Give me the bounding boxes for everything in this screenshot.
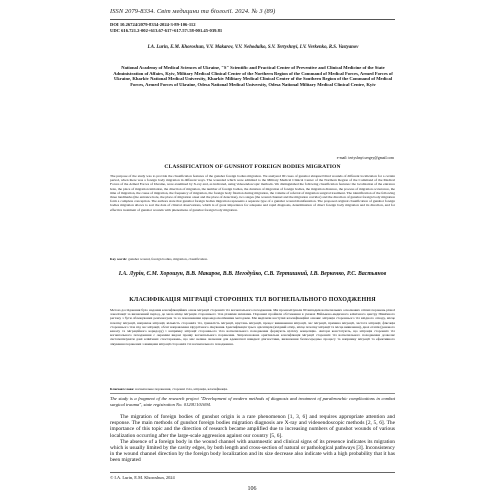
- abstract-ua: Метою дослідження було надання класифікаційних ознак міграції сторонніх тіл вогнепального походження. Ми проаналізували 90 випадків вогнепальних осколкових сліпих поранень різної локалізації за визначений період, де мала місце міграція стороннього тіла різними шляхами. Поранені пройшли обстеження в умовах Військово-медичного клінічного центру Північного регіону з бути облежуваних ренгенограм та за показаннями відеоендоскопічними методами. Ми виділили наступні класифікаційні ознаки: міграція стороннього тіл вхідного отвору, місце початку міграції, напрямок міграції, кількість сторонніх тіл, тривалість міграції, відстань міграції, процес виникнення міграції, час міграції, причина міграції, частота міграції, фіксація стороннього тіла під час міграції, обсяг направлення хірургічного лікування. Ідентифікація трьох орієнтирів (вхідний отвір, місце початку міграції та місце виявлення), двох етапів (ранового каналу та міграційного коридору) і напрямку міграції стороннього тіла вогнепального походження формують цілісну концепцію. Автори констатують, що міграція сторонніх тіл вогнепального походження є окремим видом прояву вогнепального поранення. Запропонована оригінальна класифікація міграції сторонніх тіл вогнепального походження дозволяє систематизувати дані клінічних спостережень, що має велике значення для адекватної швидкої діагностики, визначення безпосередньо процесу та напрямку міграції та ефективного лікування поранених з явищами міграції сторонніх тіл вогнепального походження.: [110, 308, 395, 346]
- header-divider: [110, 19, 395, 20]
- page-number: 106: [247, 486, 257, 492]
- keywords-ua-text: вогнепальне поранення, сторонні тіла, міграція, класифікація.: [134, 387, 228, 391]
- keywords-ua: [110, 387, 395, 391]
- udc-line: UDC 616.721.2-002+613.67-617+617.57/.58-001.45-039.81: [110, 28, 223, 33]
- author-list: I.A. Lurin, E.M. Khoroshun, V.V. Makarov, V.V. Nehoduiko, S.V. Tertyshnyi, I.V. Verkenko, R.S. Vastyanov: [147, 45, 359, 50]
- body-text: [110, 414, 395, 464]
- abstract-en: The purpose of the study was to provide the classification features of the gunshot foreign bodies migration. We analyzed 90 cases of gunshot shrapnel blind wounds of different localization for a certain period, when there was a foreign body migration in different ways. The wounded which were admitted to the Military Medical Clinical Center of the Northern Region of the Command of the Medical Forces of the Armed Forces of Ukraine, were examined by X-ray and, as indicated, using videoendoscopic methods. We distinguished the following classification features: the localization of the entrance hole, the place of migration initiation, the direction of migration, the number of foreign bodies, the duration of migration of foreign bodies, the migration distance, the process of migration occurrence, the time of migration, the cause of migration, the frequency of migration, the foreign body fixation during migration, the volume of referral of migration surgical treatment. The identification of the following three landmarks (the entrance hole, the place of migration onset and the place of detection), two stages (the wound channel and the migration corridor) and the direction of gunshot foreign body migration form a complete conception. The authors state that gunshot foreign bodies migration represents a separate type of a gunshot wound manifestation. The proposed original classification of gunshot foreign bodies migration allows to sort the data of clinical observations, which is of great importance for adequate and rapid diagnosis, determination of direct foreign body migration and its direction, and for effective treatment of gunshot wounds with phenomena of gunshot foreign body migration.: [110, 174, 395, 212]
- article-title-en: CLASSIFICATION OF GUNSHOT FOREIGN BODIES MIGRATION: [164, 164, 341, 170]
- running-header: ISSN 2079-8334. Світ медицини та біології. 2024. № 3 (89): [110, 8, 276, 15]
- affiliations: National Academy of Medical Sciences of Ukraine, "S" Scientific and Practical Center of Preventive and Clinical Medicine of the State Administration of Affairs, Kyiv, Military Medical Clinical Center of the Northern Region of the Command of Medical Forces, Armed Forces of Ukraine, Kharkiv National Medical University, Kharkiv Military Medical Clinical Center of the Southern Region of the Command of Medical Forces, Armed Forces of Ukraine, Odesa National Medical University, Odesa National Military Medical Clinical Centre, Kyiv: [113, 65, 393, 87]
- article-title-ua: КЛАСИФІКАЦІЯ МІГРАЦІЇ СТОРОННІХ ТІЛ ВОГНЕПАЛЬНОГО ПОХОДЖЕННЯ: [129, 297, 376, 303]
- keywords-ua-label: Ключові слова:: [110, 387, 135, 391]
- keywords-en-label: Key words:: [110, 257, 128, 261]
- body-paragraph: The migration of foreign bodies of gunshot origin is a rare phenomenon [1, 3, 6] and requires appropriate attention and response. The main methods of gunshot foreign bodies migration diagnosis are X-ray and videoendoscopic methods [2, 5, 6]. The importance of this topic and the direction of research became amplified due to increasing numbers of gunshot wounds of various localization occurring after the large-scale aggression against our country [5, 6].: [110, 414, 395, 439]
- section-divider: [110, 393, 395, 394]
- keywords-en: [110, 257, 395, 261]
- keywords-en-text: gunshot wound, foreign bodies, migration, classification.: [127, 257, 208, 261]
- author-list-ua: І.А. Лурін, Є.М. Хорошун, В.В. Макаров, В.В. Негодуйко, С.В. Тертишний, І.В. Веркенко, Р.С. Вастьянов: [118, 271, 387, 277]
- contact-email: e-mail: tertyshnyi.sergey@gmail.com: [336, 156, 394, 160]
- body-paragraph: The absence of a foreign body in the wound channel with anamnestic and clinical signs of its presence indicates its migration which is usually limited by the cavity edges, by both length and cross-section of natural or pathological pathways [3]. Inconsistency in the wound channel direction by the foreign body localization and its size decrease also indicate with a high probability that it has been migrated: [110, 438, 395, 464]
- project-note: The study is a fragment of the research project "Development of modern methods of diagnosis and treatment of parabronchic complications in combat surgical trauma", state registration No. 0120U101694.: [110, 396, 395, 407]
- copyright-line: © I.A. Lurin, E.M. Khoroshun, 2024: [110, 475, 175, 480]
- article-identifiers: [110, 22, 222, 34]
- doi-line: DOI 10.26724/2079-8334-2024-3-89-106-112: [110, 22, 196, 27]
- footer-divider: [110, 472, 395, 473]
